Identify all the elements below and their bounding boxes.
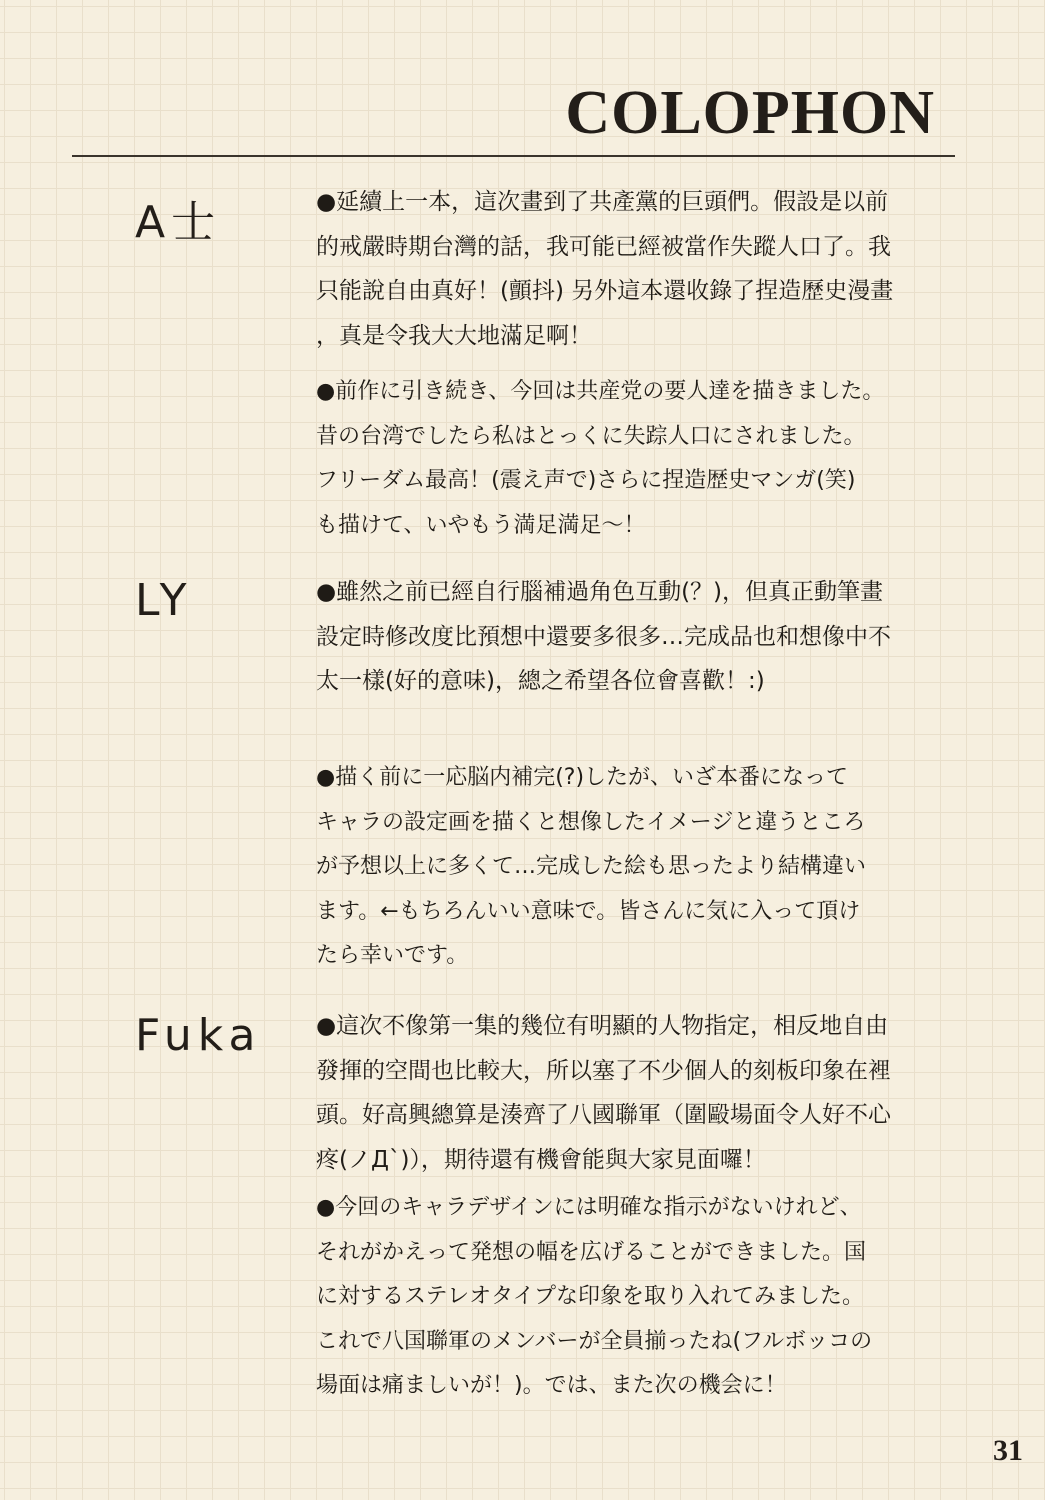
author-name: Fuka <box>135 1010 262 1061</box>
author-name: A士 <box>135 197 222 248</box>
page-title: COLOPHON <box>565 79 935 147</box>
title-divider <box>72 155 955 157</box>
comment-japanese: ●描く前に一応脳内補完(?)したが、いざ本番になって キャラの設定画を描くと想像したイメージと違うところ が予想以上に多くて…完成した絵も思ったより結構違い ます。←もちろんいい意味で。皆さんに気に入って頂け たら幸いです。 <box>316 765 867 968</box>
comment-japanese: ●今回のキャラデザインには明確な指示がないけれど、 それがかえって発想の幅を広げることができました。国 に対するステレオタイプな印象を取り入れてみました。 これで八国聯軍のメンバーが全員揃ったね(フルボッコの 場面は痛ましいが！)。では、また次の機会に！ <box>316 1195 873 1398</box>
comment-chinese: ●這次不像第一集的幾位有明顯的人物指定，相反地自由 發揮的空間也比較大，所以塞了不少個人的刻板印象在裡 頭。好高興總算是湊齊了八國聯軍（圍毆場面令人好不心 疼(ノД`)），期待還有機會能與大家見面囉！ <box>316 1013 891 1173</box>
page-number: 31 <box>993 1434 1023 1467</box>
comment-japanese: ●前作に引き続き、今回は共産党の要人達を描きました。 昔の台湾でしたら私はとっくに失踪人口にされました。 フリーダム最高！(震え声で)さらに捏造歴史マンガ(笑) も描けて、いやもう満足満足～！ <box>316 379 885 538</box>
author-name: LY <box>135 575 193 626</box>
comment-chinese: ●雖然之前已經自行腦補過角色互動(？)，但真正動筆畫 設定時修改度比預想中還要多很多…完成品也和想像中不 太一樣(好的意味)，總之希望各位會喜歡！:) <box>316 579 891 694</box>
comment-chinese: ●延續上一本，這次畫到了共產黨的巨頭們。假設是以前 的戒嚴時期台灣的話，我可能已經被當作失蹤人口了。我 只能說自由真好！(顫抖) 另外這本還收錄了捏造歷史漫畫 ，真是令我大大地滿足啊！ <box>316 189 894 349</box>
